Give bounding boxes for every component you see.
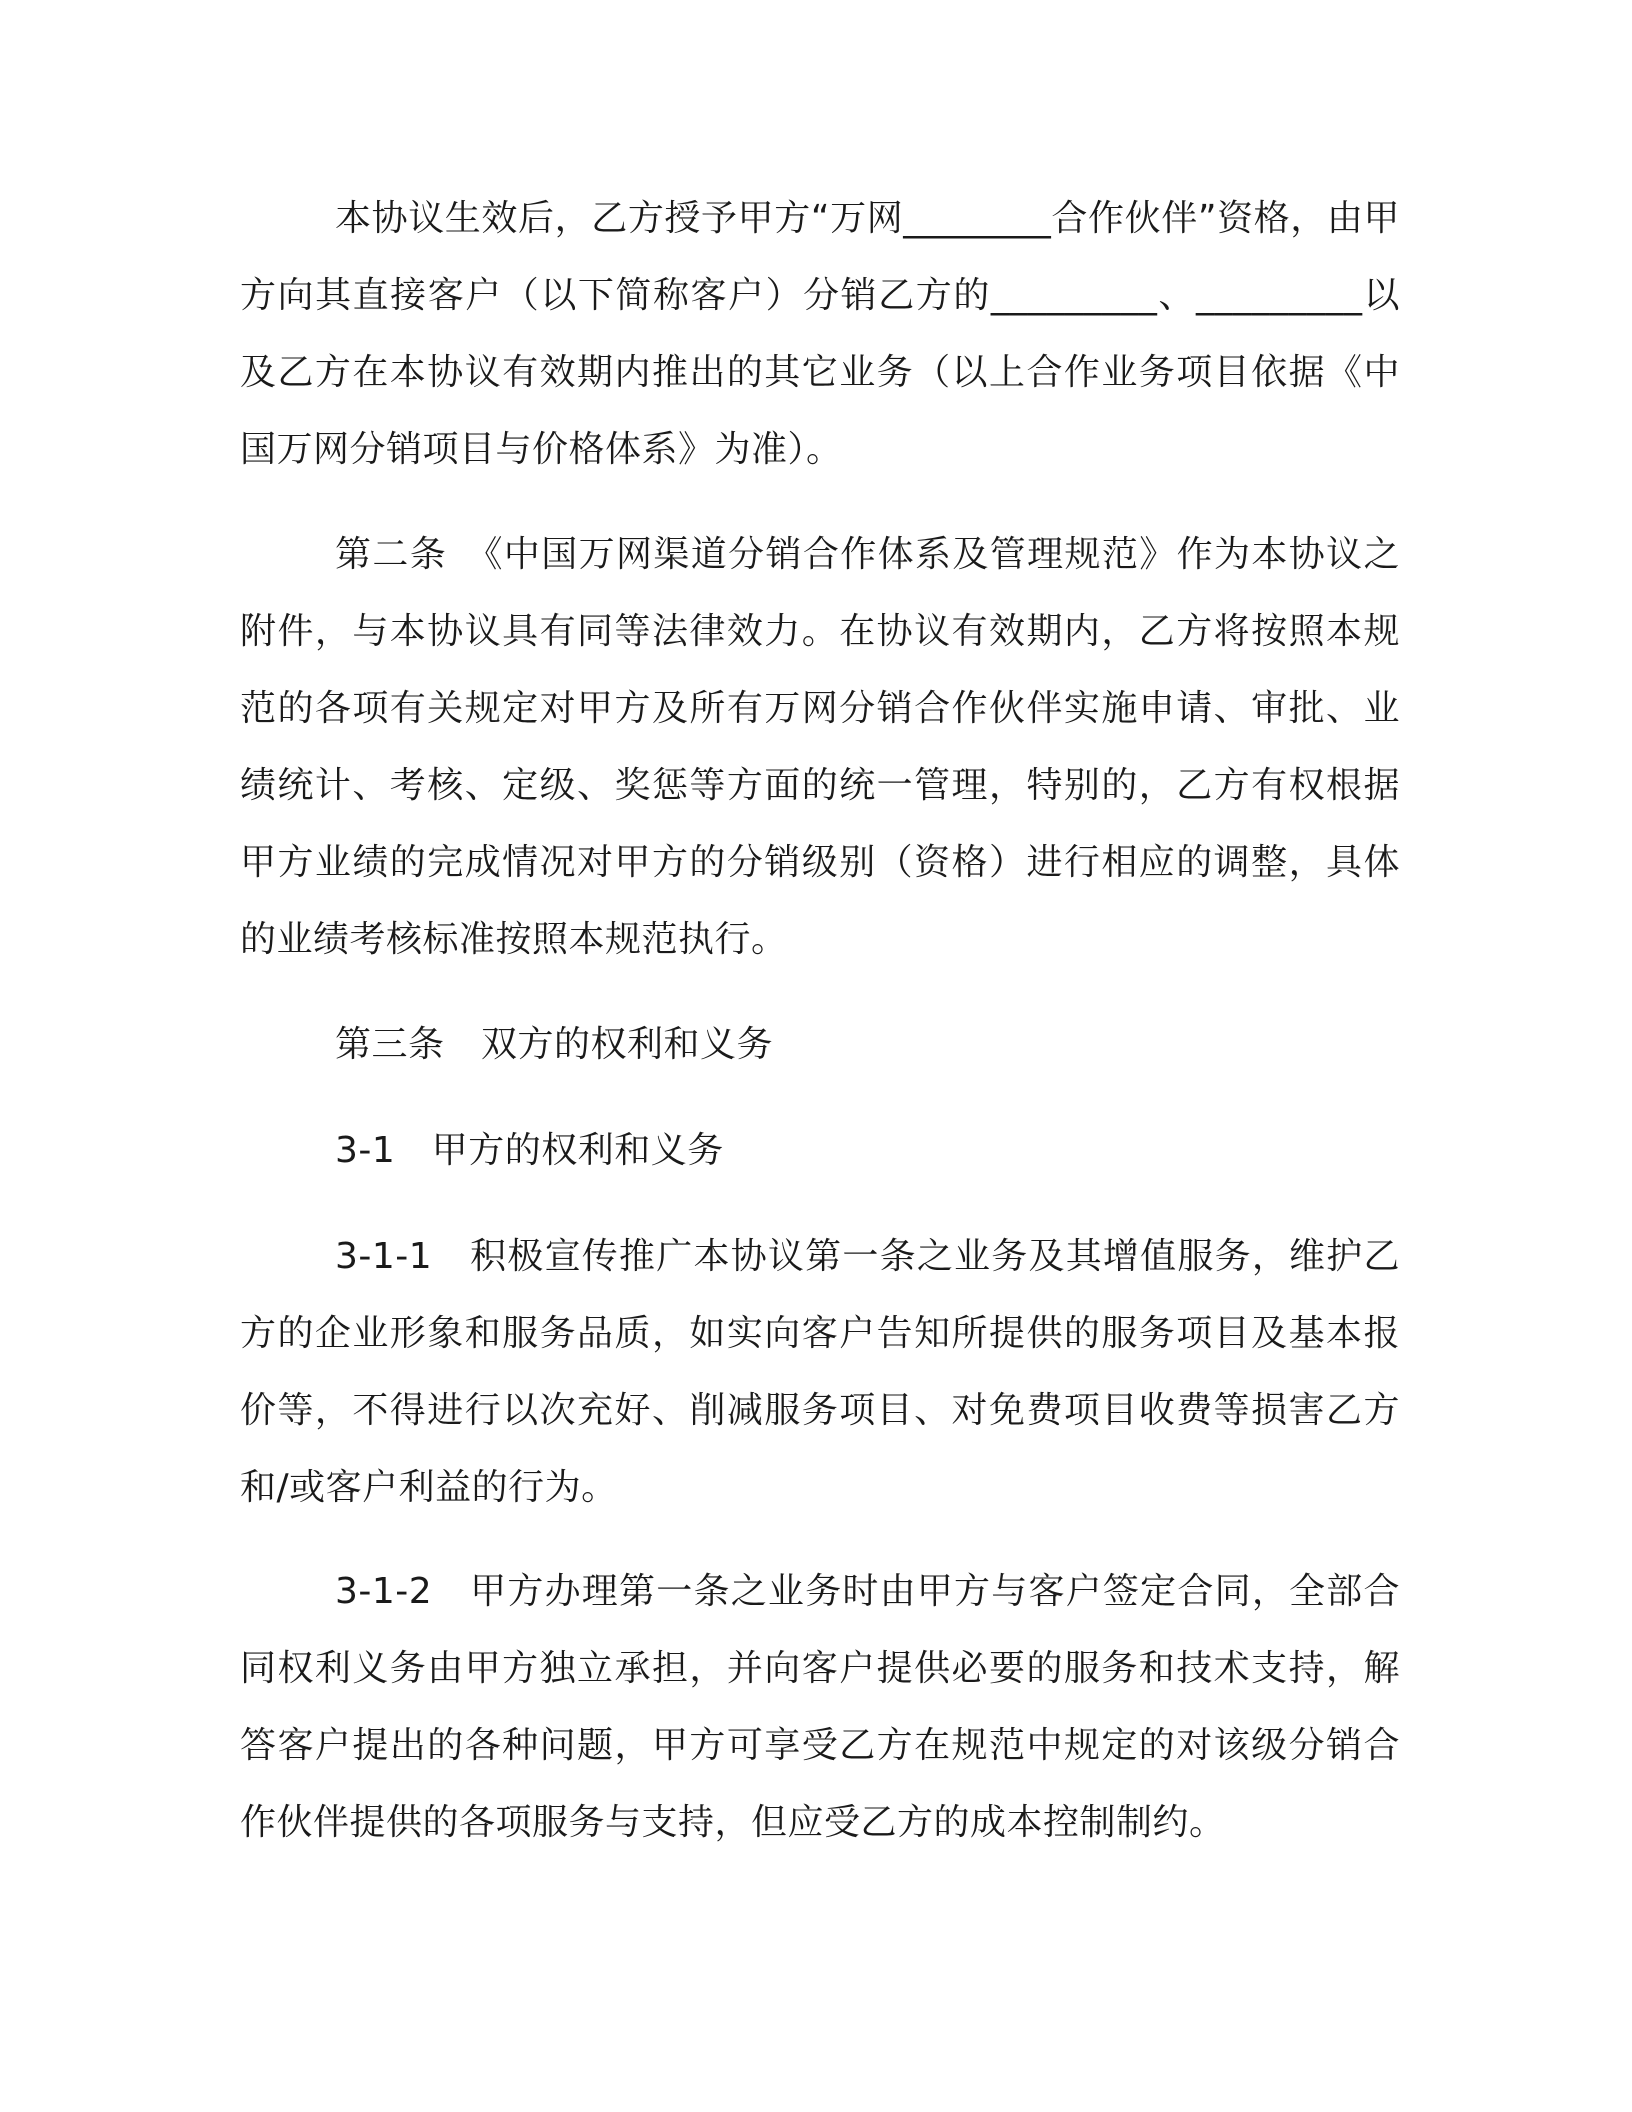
paragraph-section-3-1-heading: 3-1 甲方的权利和义务 (335, 1130, 724, 1171)
paragraph-clause-3-1-2: 3-1-2 甲方办理第一条之业务时由甲方与客户签定合同，全部合同权利义务由甲方独立承担，并向客户提供必要的服务和技术支持，解答客户提出的各种问题，甲方可享受乙方在规范中规定的对该级分销合作伙伴提供的各项服务与支持，但应受乙方的成本控制制约。 (240, 1571, 1400, 1843)
paragraph-clause-3-1-1: 3-1-1 积极宣传推广本协议第一条之业务及其增值服务，维护乙方的企业形象和服务品质，如实向客户告知所提供的服务项目及基本报价等，不得进行以次充好、削减服务项目、对免费项目收费等损害乙方和/或客户利益的行为。 (240, 1236, 1400, 1508)
paragraph-article-three-heading: 第三条 双方的权利和义务 (335, 1024, 774, 1065)
paragraph-grant-qualification: 本协议生效后，乙方授予甲方“万网________合作伙伴”资格，由甲方向其直接客户（以下简称客户）分销乙方的_________、_________以及乙方在本协议有效期内推出的其它业务（以上合作业务项目依据《中国万网分销项目与价格体系》为准）。 (240, 198, 1400, 470)
paragraph-article-two: 第二条 《中国万网渠道分销合作体系及管理规范》作为本协议之附件，与本协议具有同等法律效力。在协议有效期内，乙方将按照本规范的各项有关规定对甲方及所有万网分销合作伙伴实施申请、审批、业绩统计、考核、定级、奖惩等方面的统一管理，特别的，乙方有权根据甲方业绩的完成情况对甲方的分销级别（资格）进行相应的调整，具体的业绩考核标准按照本规范执行。 (240, 534, 1400, 960)
